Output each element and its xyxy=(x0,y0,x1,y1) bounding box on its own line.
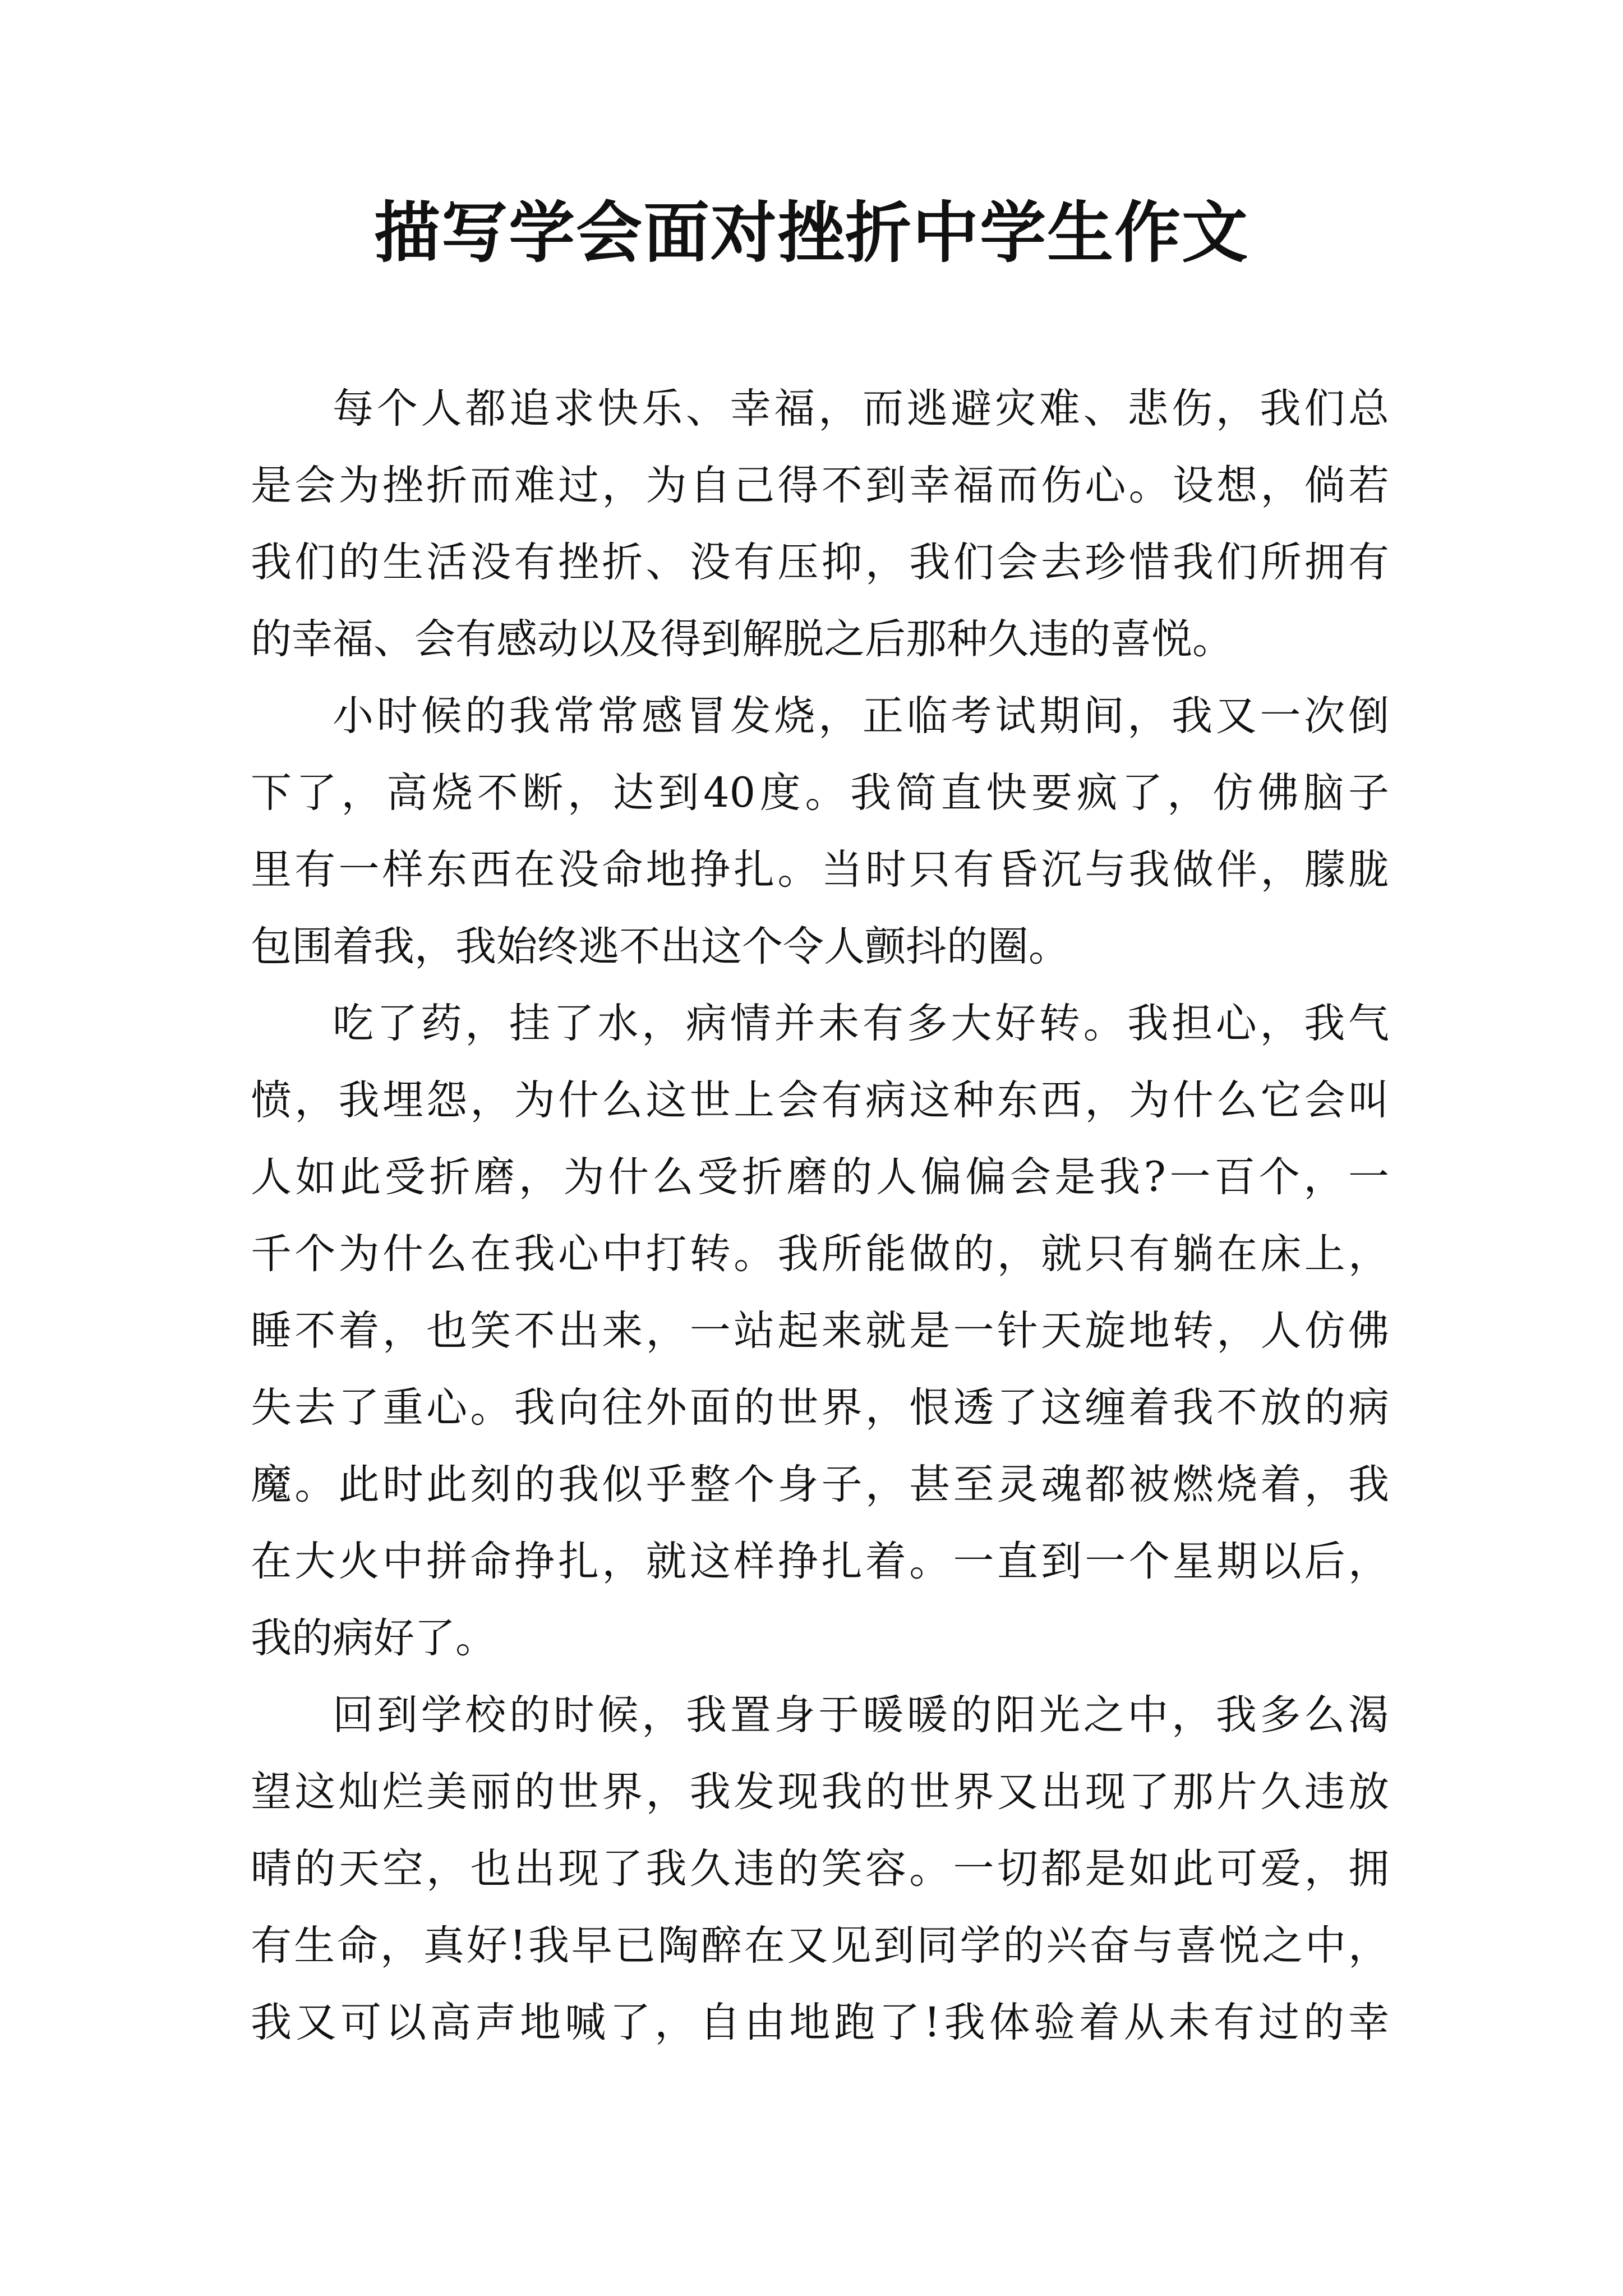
text-line: 魔。此时此刻的我似乎整个身子，甚至灵魂都被燃烧着，我 xyxy=(251,1461,1389,1508)
text-line: 失去了重心。我向往外面的世界，恨透了这缠着我不放的病 xyxy=(251,1384,1389,1432)
text-line: 每个人都追求快乐、幸福，而逃避灾难、悲伤，我们总 xyxy=(333,385,1389,432)
text-line: 小时候的我常常感冒发烧，正临考试期间，我又一次倒 xyxy=(333,692,1389,740)
text-line: 我又可以高声地喊了，自由地跑了!我体验着从未有过的幸 xyxy=(251,1999,1389,2046)
text-line: 千个为什么在我心中打转。我所能做的，就只有躺在床上， xyxy=(251,1230,1389,1278)
text-line: 愤，我埋怨，为什么这世上会有病这种东西，为什么它会叫 xyxy=(251,1076,1389,1124)
text-line: 有生命，真好!我早已陶醉在又见到同学的兴奋与喜悦之中， xyxy=(251,1922,1389,1970)
text-line: 在大火中拼命挣扎，就这样挣扎着。一直到一个星期以后， xyxy=(251,1538,1389,1585)
text-line: 睡不着，也笑不出来，一站起来就是一针天旋地转，人仿佛 xyxy=(251,1307,1389,1355)
text-line: 望这灿烂美丽的世界，我发现我的世界又出现了那片久违放 xyxy=(251,1768,1389,1816)
document-title: 描写学会面对挫折中学生作文 xyxy=(374,194,1249,272)
text-line: 里有一样东西在没命地挣扎。当时只有昏沉与我做伴，朦胧 xyxy=(251,846,1389,894)
text-line: 下了，高烧不断，达到40度。我简直快要疯了，仿佛脑子 xyxy=(251,769,1389,817)
text-line: 包围着我，我始终逃不出这个令人颤抖的圈。 xyxy=(251,923,1069,970)
text-line: 回到学校的时候，我置身于暖暖的阳光之中，我多么渴 xyxy=(333,1691,1389,1739)
text-line: 的幸福、会有感动以及得到解脱之后那种久违的喜悦。 xyxy=(251,615,1233,663)
text-line: 吃了药，挂了水，病情并未有多大好转。我担心，我气 xyxy=(333,1000,1389,1047)
text-line: 晴的天空，也出现了我久违的笑容。一切都是如此可爱，拥 xyxy=(251,1845,1389,1893)
text-line: 我的病好了。 xyxy=(251,1614,496,1662)
document-body xyxy=(251,370,1389,2061)
text-line: 人如此受折磨，为什么受折磨的人偏偏会是我?一百个，一 xyxy=(251,1153,1389,1201)
text-line: 我们的生活没有挫折、没有压抑，我们会去珍惜我们所拥有 xyxy=(251,539,1389,586)
text-line: 是会为挫折而难过，为自己得不到幸福而伤心。设想，倘若 xyxy=(251,462,1389,509)
